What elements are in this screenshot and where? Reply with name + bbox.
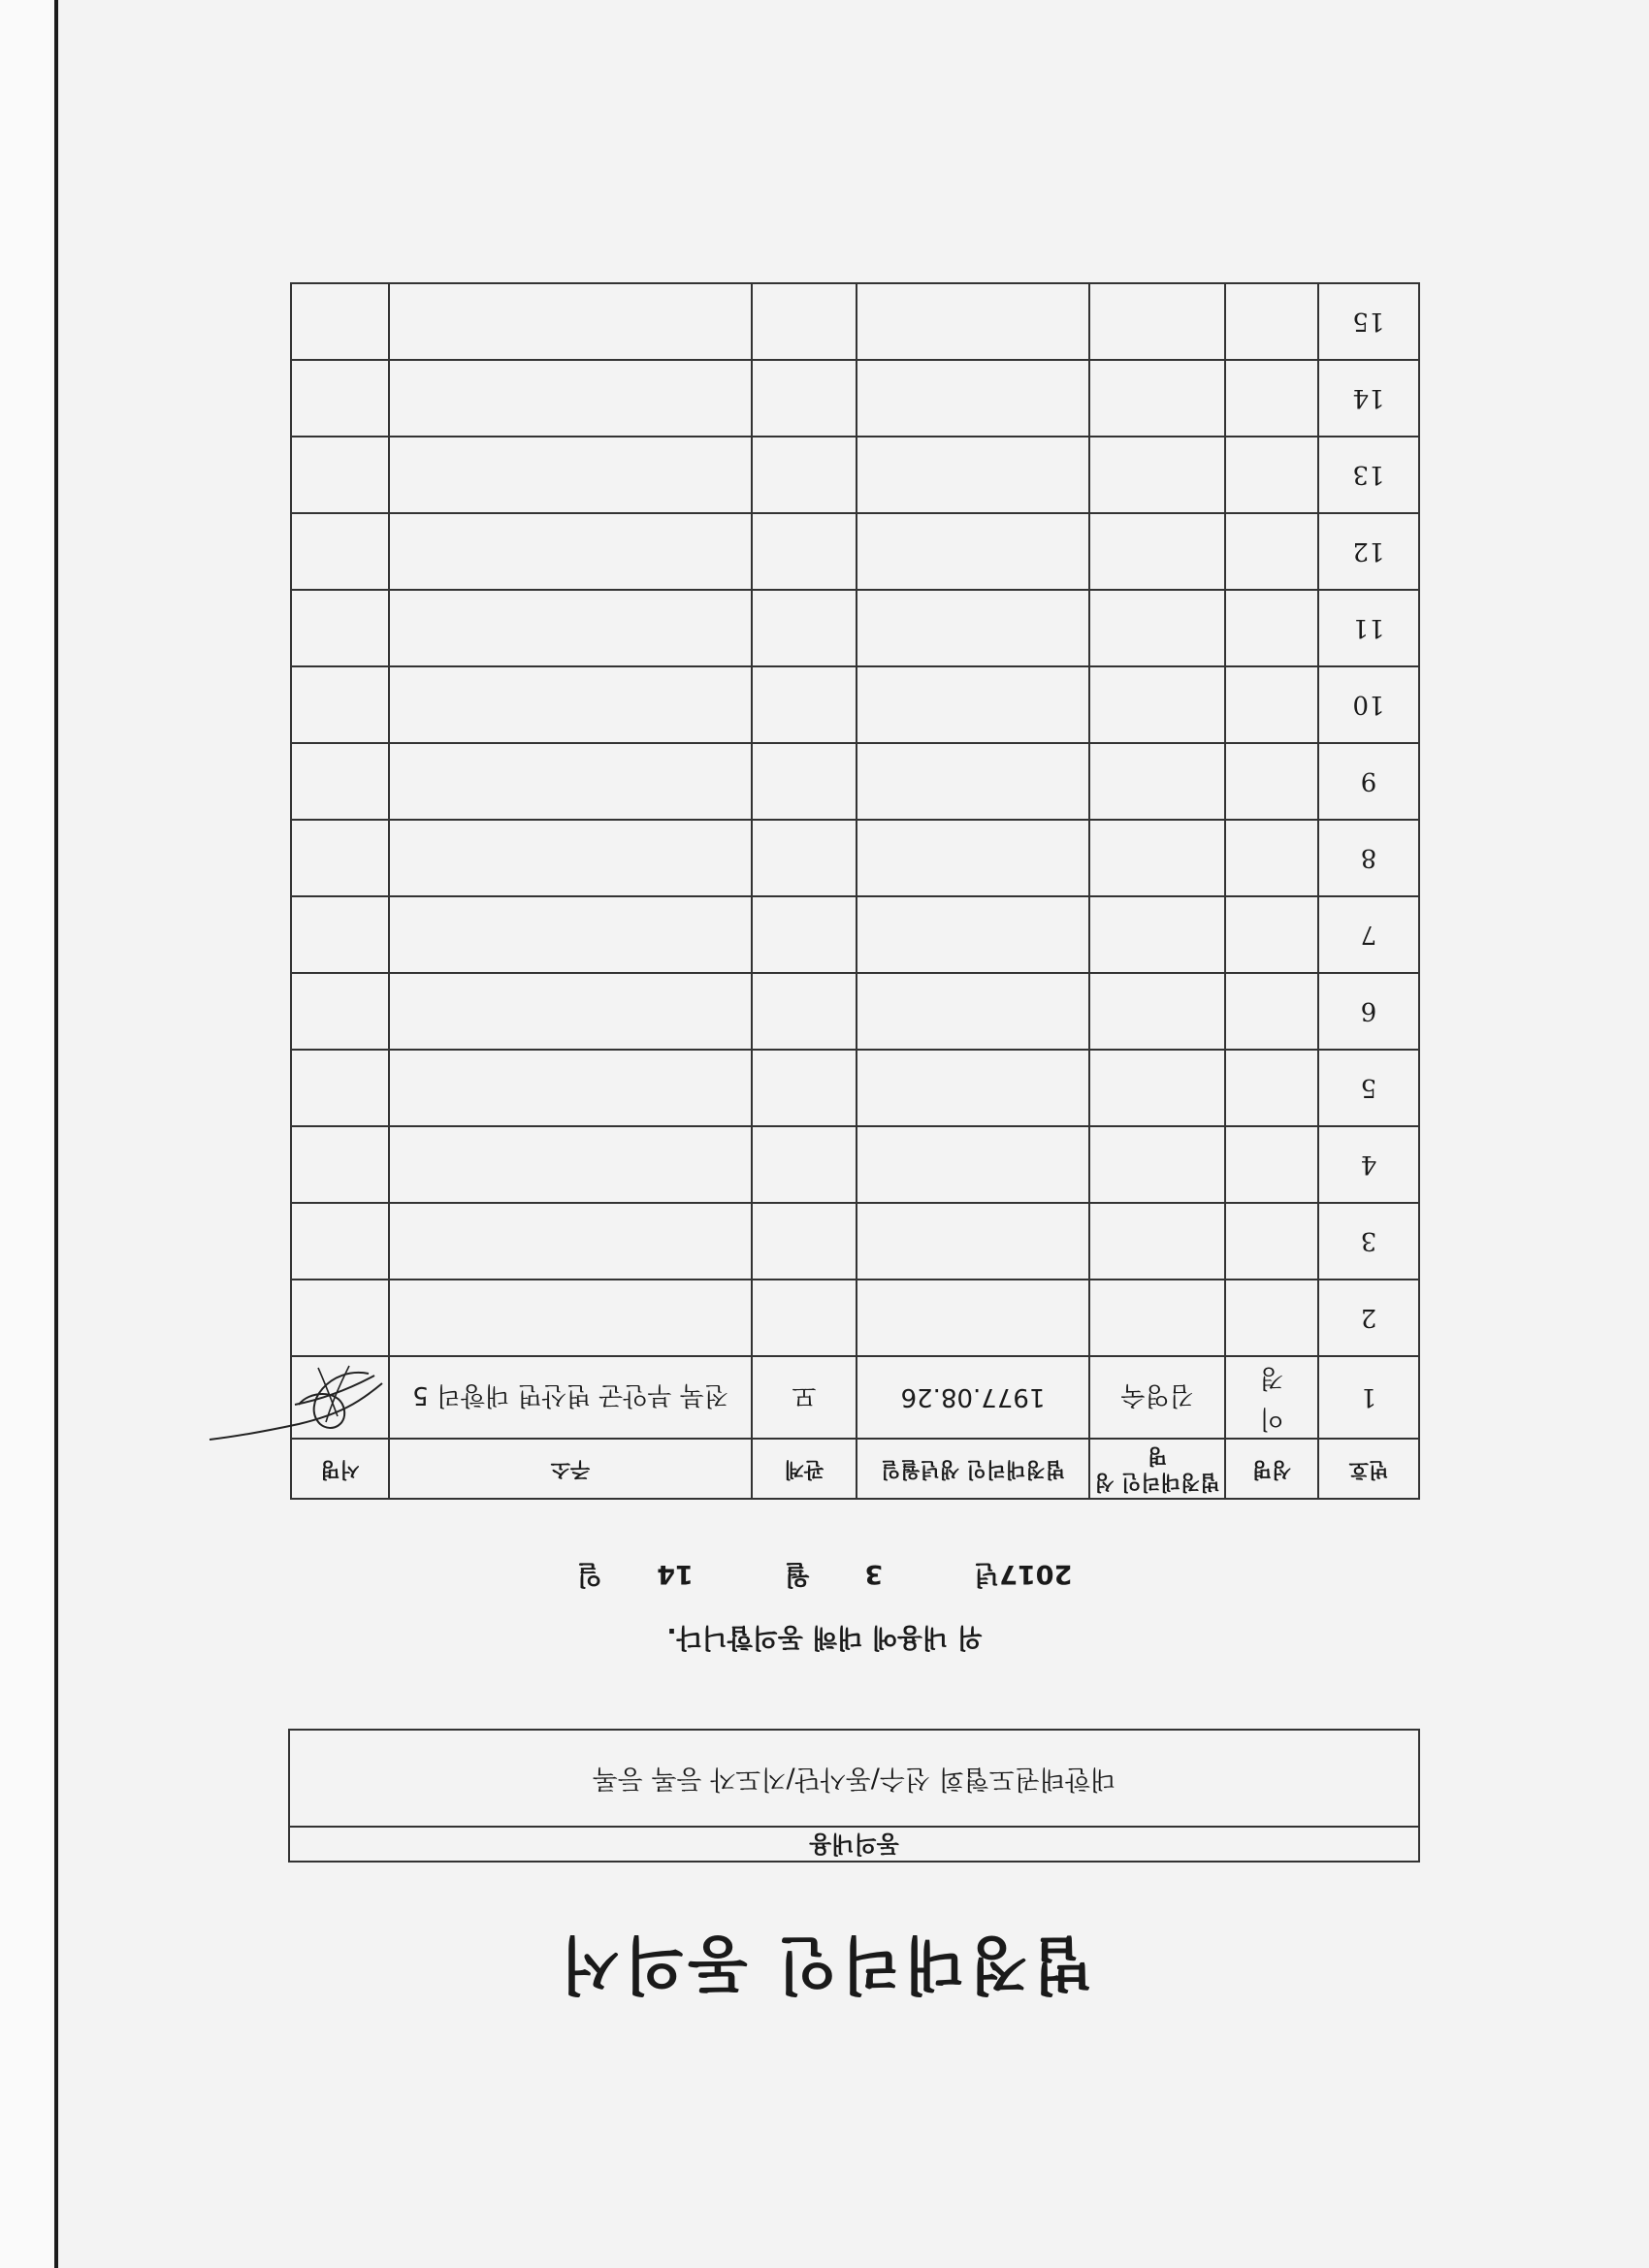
row-guardian-name <box>1089 666 1225 743</box>
guardian-table <box>290 282 1420 1500</box>
row-index: 6 <box>1318 973 1419 1050</box>
row-index: 13 <box>1318 437 1419 513</box>
row-name <box>1225 973 1318 1050</box>
date-line <box>0 1558 1649 1596</box>
row-guardian-birth <box>857 513 1089 590</box>
row-address <box>389 666 752 743</box>
row-name <box>1225 1126 1318 1203</box>
row-relation <box>752 590 857 666</box>
row-address <box>389 360 752 437</box>
row-address <box>389 896 752 973</box>
table-row <box>291 360 1419 437</box>
row-relation <box>752 1050 857 1126</box>
row-guardian-birth: 1977.08.26 <box>857 1356 1089 1439</box>
header-name: 성명 <box>1225 1439 1318 1499</box>
row-address <box>389 283 752 360</box>
table-row <box>291 820 1419 896</box>
row-relation <box>752 513 857 590</box>
row-signature <box>291 360 389 437</box>
row-guardian-birth <box>857 283 1089 360</box>
date-year: 2017년 <box>974 1559 1073 1589</box>
table-row <box>291 1050 1419 1126</box>
row-relation <box>752 666 857 743</box>
row-signature <box>291 743 389 820</box>
row-signature <box>291 283 389 360</box>
table-row <box>291 437 1419 513</box>
row-signature <box>291 513 389 590</box>
table-row <box>291 896 1419 973</box>
row-index: 8 <box>1318 820 1419 896</box>
row-relation <box>752 743 857 820</box>
row-relation <box>752 820 857 896</box>
row-guardian-birth <box>857 1126 1089 1203</box>
row-signature <box>291 896 389 973</box>
header-address: 주소 <box>389 1439 752 1499</box>
consent-header: 동의내용 <box>290 1826 1418 1861</box>
row-guardian-birth <box>857 360 1089 437</box>
row-address <box>389 1203 752 1280</box>
row-guardian-name <box>1089 743 1225 820</box>
row-signature <box>291 1203 389 1280</box>
table-row <box>291 1356 1419 1439</box>
row-relation <box>752 973 857 1050</box>
row-guardian-name <box>1089 360 1225 437</box>
row-relation <box>752 896 857 973</box>
row-index: 12 <box>1318 513 1419 590</box>
row-index: 4 <box>1318 1126 1419 1203</box>
row-guardian-name <box>1089 1050 1225 1126</box>
row-index: 9 <box>1318 743 1419 820</box>
row-address <box>389 1280 752 1356</box>
row-index: 11 <box>1318 590 1419 666</box>
row-guardian-name <box>1089 513 1225 590</box>
row-guardian-name <box>1089 1203 1225 1280</box>
row-guardian-name <box>1089 973 1225 1050</box>
table-header-row <box>291 1439 1419 1499</box>
header-signature: 서명 <box>291 1439 389 1499</box>
row-guardian-birth <box>857 973 1089 1050</box>
row-guardian-name <box>1089 590 1225 666</box>
row-relation <box>752 1203 857 1280</box>
row-signature <box>291 820 389 896</box>
row-guardian-name <box>1089 820 1225 896</box>
row-guardian-birth <box>857 743 1089 820</box>
row-address <box>389 437 752 513</box>
row-name <box>1225 283 1318 360</box>
row-guardian-birth <box>857 666 1089 743</box>
row-name <box>1225 1050 1318 1126</box>
row-name-line2: 경 <box>1259 1363 1284 1393</box>
header-relation: 관계 <box>752 1439 857 1499</box>
row-index: 14 <box>1318 360 1419 437</box>
row-guardian-name <box>1089 437 1225 513</box>
row-signature <box>291 1050 389 1126</box>
header-guardian-name: 법정대리인 성명 <box>1089 1439 1225 1499</box>
row-signature <box>291 1356 389 1439</box>
table-row <box>291 743 1419 820</box>
row-name-line1: 이 <box>1259 1404 1284 1433</box>
table-row <box>291 513 1419 590</box>
row-index: 7 <box>1318 896 1419 973</box>
row-name <box>1225 590 1318 666</box>
date-month-unit: 월 <box>784 1559 810 1589</box>
row-guardian-name: 김영숙 <box>1089 1356 1225 1439</box>
row-signature <box>291 1280 389 1356</box>
table-row <box>291 666 1419 743</box>
row-guardian-birth <box>857 1050 1089 1126</box>
row-relation <box>752 1126 857 1203</box>
row-guardian-name <box>1089 1126 1225 1203</box>
row-guardian-birth <box>857 1280 1089 1356</box>
row-address <box>389 1126 752 1203</box>
row-index: 2 <box>1318 1280 1419 1356</box>
table-row <box>291 1203 1419 1280</box>
row-address <box>389 743 752 820</box>
row-index: 15 <box>1318 283 1419 360</box>
row-name <box>1225 513 1318 590</box>
row-index: 10 <box>1318 666 1419 743</box>
row-signature <box>291 437 389 513</box>
header-guardian-birth: 법정대리인 생년월일 <box>857 1439 1089 1499</box>
row-signature <box>291 590 389 666</box>
row-index: 3 <box>1318 1203 1419 1280</box>
date-day: 14 <box>657 1559 694 1589</box>
row-index: 5 <box>1318 1050 1419 1126</box>
table-row <box>291 973 1419 1050</box>
table-row <box>291 283 1419 360</box>
document-title: 법정대리인 동의서 <box>556 1928 1093 1999</box>
row-name <box>1225 360 1318 437</box>
row-name <box>1225 896 1318 973</box>
row-name <box>1225 820 1318 896</box>
row-name <box>1225 743 1318 820</box>
row-address: 전북 부안군 변산면 대항리 5 <box>389 1356 752 1439</box>
row-guardian-birth <box>857 590 1089 666</box>
row-index: 1 <box>1318 1356 1419 1439</box>
row-address <box>389 513 752 590</box>
handwritten-signature-icon <box>204 1351 388 1443</box>
row-guardian-name <box>1089 896 1225 973</box>
row-guardian-birth <box>857 896 1089 973</box>
row-name <box>1225 1356 1318 1439</box>
consent-body: 대한태권도협회 선수/동사단/지도자 등록 등록 <box>592 1764 1116 1794</box>
header-index: 번호 <box>1318 1439 1419 1499</box>
row-name <box>1225 1280 1318 1356</box>
table-row <box>291 1126 1419 1203</box>
row-signature <box>291 666 389 743</box>
row-name <box>1225 1203 1318 1280</box>
date-month: 3 <box>864 1559 884 1589</box>
row-relation <box>752 1280 857 1356</box>
row-address <box>389 1050 752 1126</box>
row-guardian-name <box>1089 283 1225 360</box>
row-guardian-birth <box>857 1203 1089 1280</box>
row-guardian-name <box>1089 1280 1225 1356</box>
row-name <box>1225 666 1318 743</box>
row-address <box>389 590 752 666</box>
row-name <box>1225 437 1318 513</box>
row-relation <box>752 360 857 437</box>
row-relation <box>752 283 857 360</box>
row-signature <box>291 1126 389 1203</box>
table-row <box>291 1280 1419 1356</box>
row-relation: 모 <box>752 1356 857 1439</box>
row-address <box>389 973 752 1050</box>
date-day-unit: 일 <box>576 1559 602 1589</box>
row-guardian-birth <box>857 437 1089 513</box>
row-relation <box>752 437 857 513</box>
row-address <box>389 820 752 896</box>
agreement-text: 위 내용에 대해 동의합니다. <box>666 1622 983 1652</box>
row-signature <box>291 973 389 1050</box>
row-guardian-birth <box>857 820 1089 896</box>
consent-section <box>288 1729 1420 1863</box>
table-row <box>291 590 1419 666</box>
